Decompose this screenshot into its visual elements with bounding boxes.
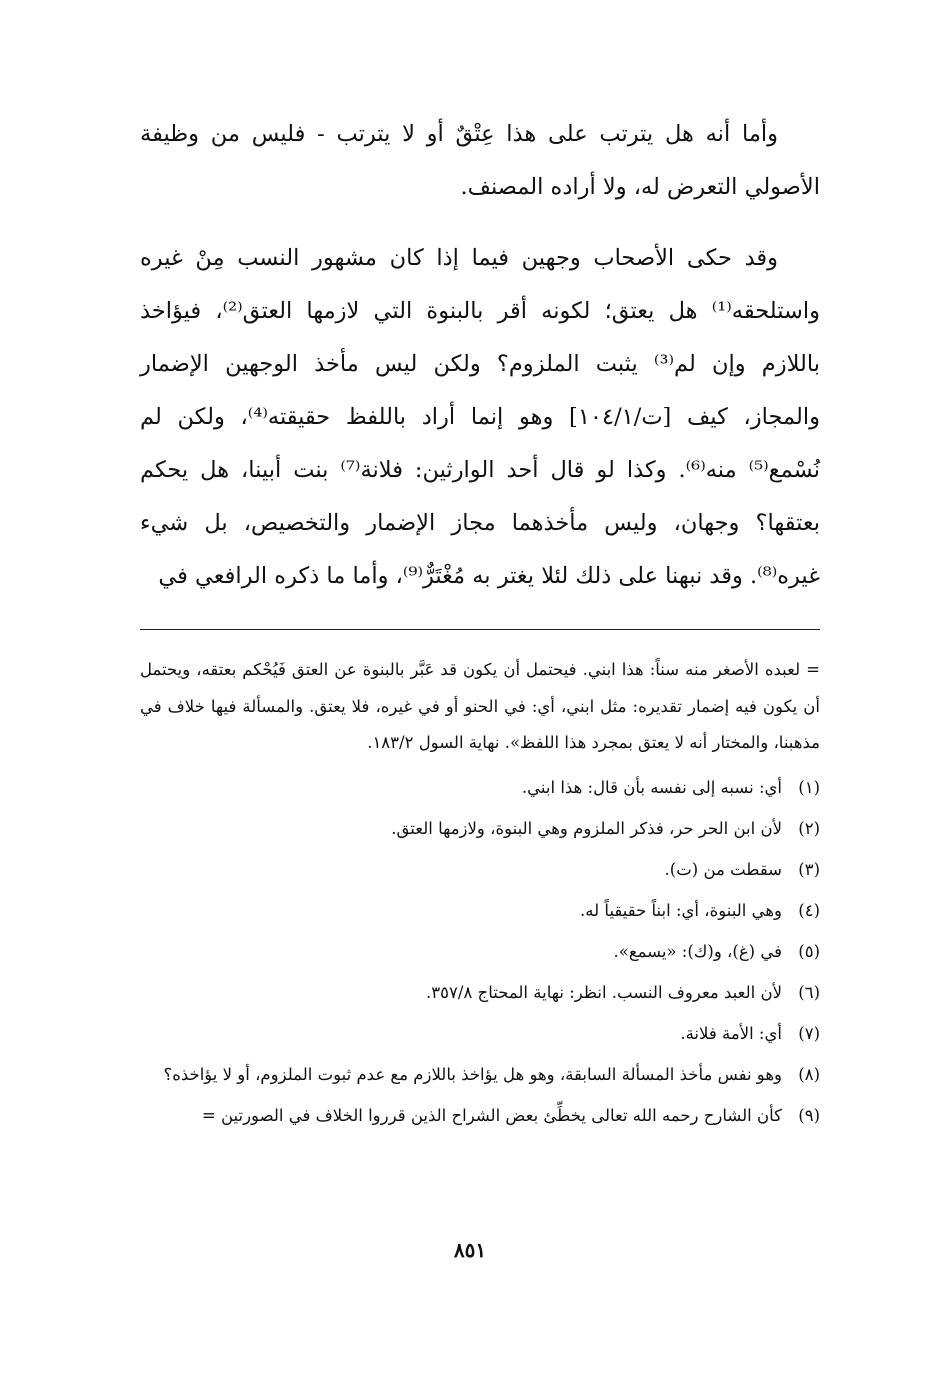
footnote-text: أي: نسبه إلى نفسه بأن قال: هذا ابني. — [521, 777, 782, 797]
footnote-number: (٢) — [798, 818, 820, 838]
footnote-2 — [140, 811, 820, 848]
footnote-number: (١) — [798, 777, 820, 797]
footnote-3 — [140, 852, 820, 889]
main-text — [140, 108, 820, 603]
footnote-number: (٧) — [798, 1023, 820, 1043]
footnote-6 — [140, 975, 820, 1012]
paragraph-1: وأما أنه هل يترتب على هذا عِتْقٌ أو لا يترتب - فليس من وظيفة الأصولي التعرض له، ولا أراده المصنف. — [140, 121, 820, 200]
footnote-4 — [140, 893, 820, 930]
footnote-5 — [140, 934, 820, 971]
footnote-7 — [140, 1016, 820, 1053]
footnote-text: في (غ)، و(ك): «يسمع». — [613, 941, 782, 961]
footnote-text: وهو نفس مأخذ المسألة السابقة، وهو هل يؤاخذ باللازم مع عدم ثبوت الملزوم، أو لا يؤاخذه؟ — [163, 1064, 782, 1084]
footnote-text: وهي البنوة، أي: ابناً حقيقياً له. — [580, 900, 782, 920]
footnote-number: (٦) — [798, 982, 820, 1002]
footnote-8 — [140, 1057, 820, 1094]
footnote-continuation: = لعبده الأصغر منه سناً: هذا ابني. فيحتمل أن يكون قد عَبَّر بالبنوة عن العتق فَيُحْكم بعتقه، ويحتمل أن يكون فيه إضمار تقديره: مثل ابني، أي: في الحنو أو في غيره، فلا يعتق. والمسألة فيها خلاف في مذهبنا، والمختار أنه لا يعتق بمجرد هذا اللفظ». نهاية السول ١٨٣/٢. — [140, 660, 820, 752]
footnote-separator — [140, 629, 820, 630]
footnote-text: أي: الأمة فلانة. — [680, 1023, 782, 1043]
footnote-text: كأن الشارح رحمه الله تعالى يخطِّئ بعض الشراح الذين قرروا الخلاف في الصورتين = — [201, 1105, 782, 1125]
footnote-text: لأن العبد معروف النسب. انظر: نهاية المحتاج ٣٥٧/٨. — [426, 982, 782, 1002]
paragraph-2: وقد حكى الأصحاب وجهين فيما إذا كان مشهور النسب مِنْ غيره واستلحقه⁽¹⁾ هل يعتق؛ لكونه أقر بالبنوة التي لازمها العتق⁽²⁾، فيؤاخذ باللازم وإن لم⁽³⁾ يثبت الملزوم؟ ولكن ليس مأخذ الوجهين الإضمار والمجاز، كيف [ت/١٠٤/١] وهو إنما أراد باللفظ حقيقته⁽⁴⁾، ولكن لم نُسْمع⁽⁵⁾ منه⁽⁶⁾. وكذا لو قال أحد الوارثين: فلانة⁽⁷⁾ بنت أبينا، هل يحكم بعتقها؟ وجهان، وليس مأخذهما مجاز الإضمار والتخصيص، بل شيء غيره⁽⁸⁾. وقد نبهنا على ذلك لئلا يغتر به مُغْتَرٌّ⁽⁹⁾، وأما ما ذكره الرافعي في — [140, 245, 820, 589]
page-number: ٨٥١ — [453, 1238, 487, 1262]
footnote-text: لأن ابن الحر حر، فذكر الملزوم وهي البنوة، ولازمها العتق. — [391, 818, 782, 838]
footnote-9 — [140, 1098, 820, 1135]
footnote-1 — [140, 770, 820, 807]
footnote-number: (٣) — [798, 859, 820, 879]
footnote-text: سقطت من (ت). — [664, 859, 782, 879]
footnote-number: (٤) — [798, 900, 820, 920]
footnote-number: (٨) — [798, 1064, 820, 1084]
footnote-number: (٩) — [798, 1105, 820, 1125]
footnotes — [140, 652, 820, 1139]
footnote-number: (٥) — [798, 941, 820, 961]
